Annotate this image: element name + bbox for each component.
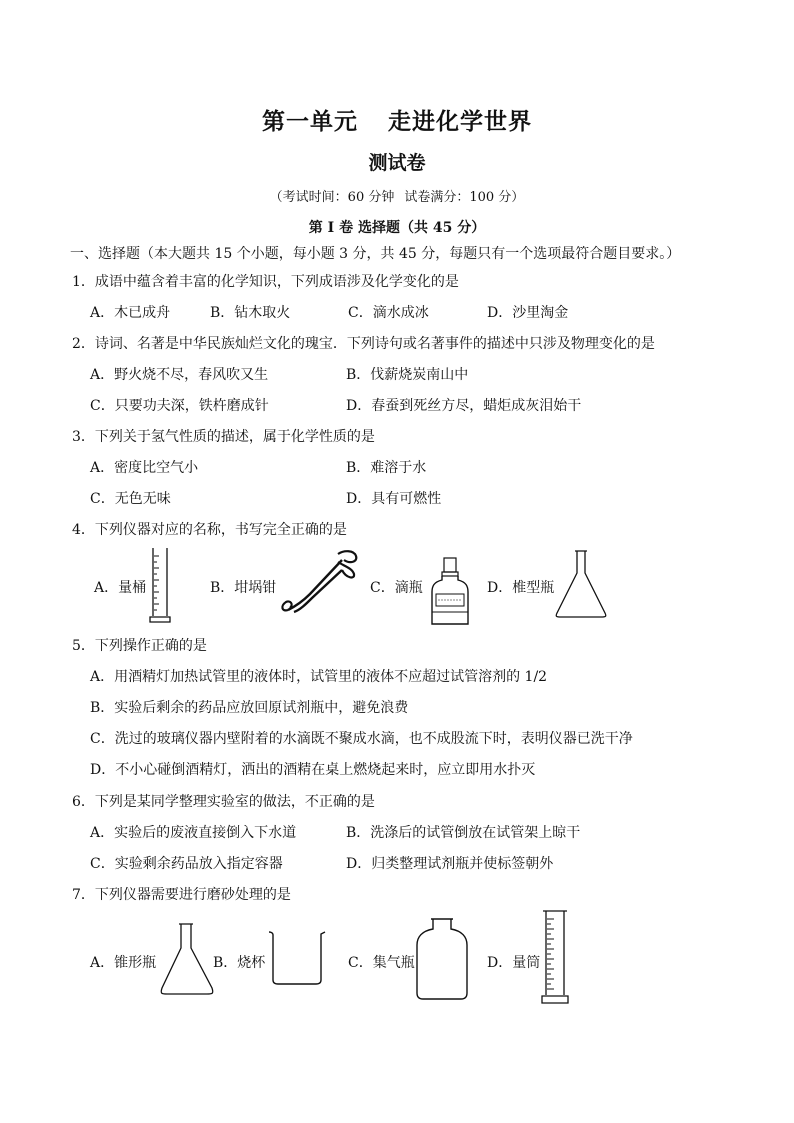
question-7-option-a: A．锥形瓶 [90,955,157,971]
question-7-option-b: B．烧杯 [213,955,266,971]
crucible-tongs-icon [278,548,360,616]
graduated-cylinder-icon [540,909,570,1005]
exam-time: （考试时间：60 分钟 [269,190,395,205]
question-4-option-b: B．坩埚钳 [210,580,277,596]
exam-info [0,186,794,205]
question-5-option-d: D．不小心碰倒酒精灯，洒出的酒精在桌上燃烧起来时，应立即用水扑灭 [90,762,536,778]
title-unit: 第一单元 [262,109,358,135]
question-4-stem: 4．下列仪器对应的名称，书写完全正确的是 [72,522,347,538]
question-4-option-a: A．量桶 [94,580,147,596]
question-7-stem: 7．下列仪器需要进行磨砂处理的是 [72,887,291,903]
gas-jar-icon [414,917,470,1001]
question-4-option-c: C．滴瓶 [370,580,423,596]
question-1-option-a: A．木已成舟 [90,305,171,321]
page-title [0,103,794,136]
question-3-option-b: B．难溶于水 [346,460,427,476]
conical-flask-icon [158,922,216,996]
exam-score: 试卷满分：100 分） [404,190,525,205]
question-1-option-d: D．沙里淘金 [487,305,569,321]
question-5-option-a: A．用酒精灯加热试管里的液体时，试管里的液体不应超过试管溶剂的 1/2 [90,669,548,685]
question-5-option-c: C．洗过的玻璃仪器内壁附着的水滴既不聚成水滴，也不成股流下时，表明仪器已洗干净 [90,731,633,747]
question-6-stem: 6．下列是某同学整理实验室的做法，不正确的是 [72,794,375,810]
question-7-option-d: D．量筒 [487,955,541,971]
question-7-option-c: C．集气瓶 [348,955,415,971]
question-6-option-b: B．洗涤后的试管倒放在试管架上晾干 [346,825,581,841]
question-1-option-b: B．钻木取火 [210,305,291,321]
title-topic: 走进化学世界 [388,109,532,135]
page-subtitle: 测试卷 [368,152,426,174]
section-intro: 一、选择题（本大题共 15 个小题，每小题 3 分，共 45 分，每题只有一个选项最符合题目要求。） [70,246,681,262]
question-1-stem: 1．成语中蕴含着丰富的化学知识，下列成语涉及化学变化的是 [72,274,459,290]
dropper-bottle-icon [430,556,470,628]
question-3-option-c: C．无色无味 [90,491,171,507]
question-2-option-c: C．只要功夫深，铁杵磨成针 [90,398,269,414]
question-2-option-b: B．伐薪烧炭南山中 [346,367,469,383]
question-3-stem: 3．下列关于氢气性质的描述，属于化学性质的是 [72,429,375,445]
question-2-option-a: A．野火烧不尽，春风吹又生 [90,367,269,383]
question-6-option-d: D．归类整理试剂瓶并使标签朝外 [346,856,554,872]
section-heading: 第 I 卷 选择题（共 45 分） [308,220,486,236]
question-5-stem: 5．下列操作正确的是 [72,638,207,654]
question-6-option-c: C．实验剩余药品放入指定容器 [90,856,283,872]
question-3-option-d: D．具有可燃性 [346,491,442,507]
beaker-icon [267,930,327,986]
question-2-stem: 2．诗词、名著是中华民族灿烂文化的瑰宝．下列诗句或名著事件的描述中只涉及物理变化的是 [72,336,655,352]
graduated-cylinder-icon [148,546,172,624]
conical-flask-icon [553,549,609,619]
question-2-option-d: D．春蚕到死丝方尽，蜡炬成灰泪始干 [346,398,582,414]
question-5-option-b: B．实验后剩余的药品应放回原试剂瓶中，避免浪费 [90,700,409,716]
question-4-option-d: D．椎型瓶 [487,580,555,596]
question-3-option-a: A．密度比空气小 [90,460,199,476]
question-1-option-c: C．滴水成冰 [348,305,429,321]
question-6-option-a: A．实验后的废液直接倒入下水道 [90,825,297,841]
